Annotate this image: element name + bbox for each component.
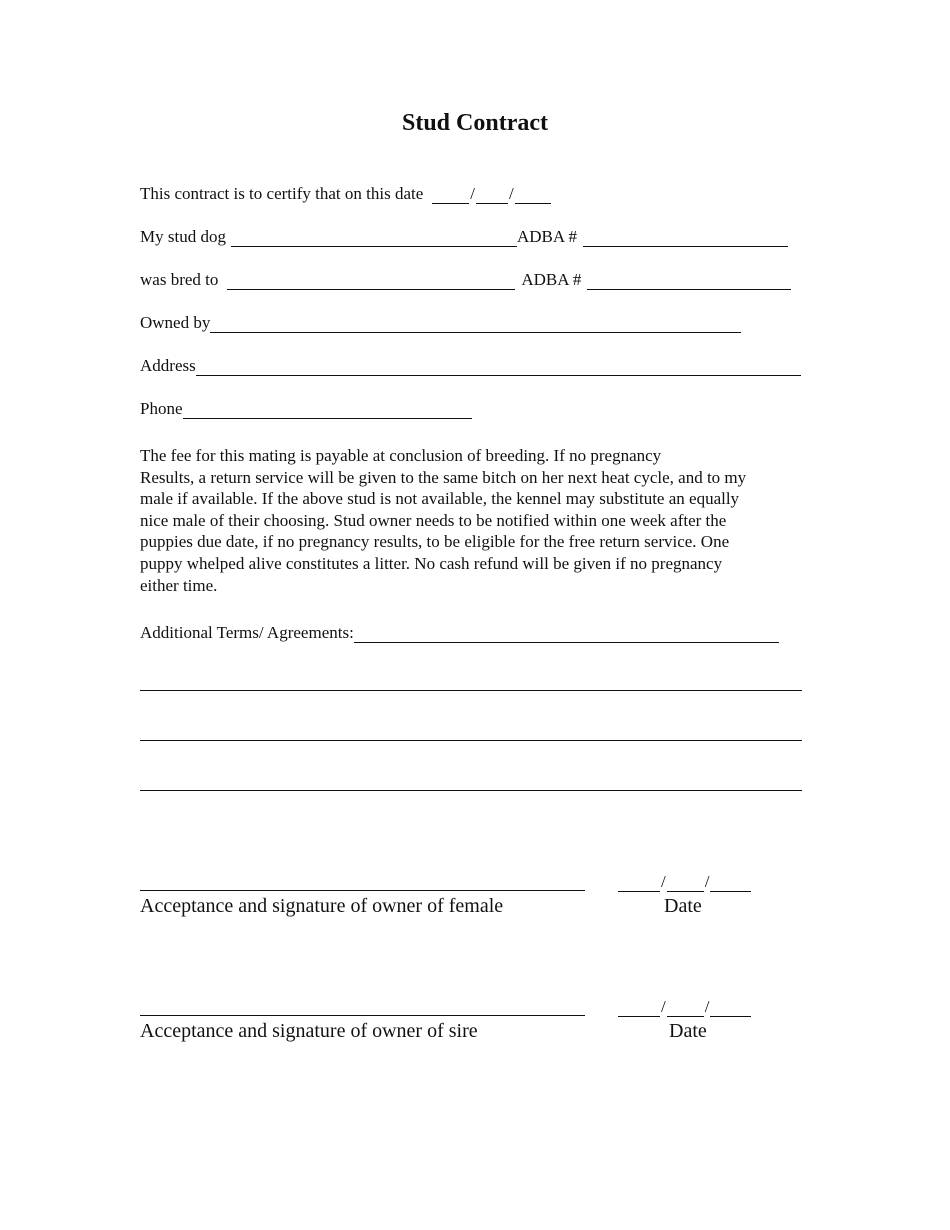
stud-dog-name-field[interactable] <box>231 230 517 247</box>
additional-terms-blank-line-3[interactable] <box>140 790 802 791</box>
female-date-caption: Date <box>664 895 702 917</box>
sire-signature-caption: Acceptance and signature of owner of sire <box>140 1020 478 1042</box>
stud-dog-label: My stud dog <box>140 227 226 246</box>
document-title: Stud Contract <box>401 110 548 136</box>
phone-field[interactable] <box>183 402 472 419</box>
sire-date-year-field[interactable] <box>710 1000 751 1017</box>
bred-to-label: was bred to <box>140 270 219 289</box>
female-owner-signature-line[interactable] <box>140 890 585 891</box>
additional-terms-field[interactable] <box>354 626 779 643</box>
stud-dog-line <box>140 227 788 247</box>
female-date-year-field[interactable] <box>710 875 751 892</box>
address-field[interactable] <box>196 359 801 376</box>
address-line <box>140 356 801 376</box>
sire-date-day-field[interactable] <box>667 1000 704 1017</box>
sire-date-caption: Date <box>669 1020 707 1042</box>
terms-line: Results, a return service will be given to the same bitch on her next heat cycle, and to my <box>140 467 747 487</box>
sire-owner-signature-line[interactable] <box>140 1015 585 1016</box>
owned-by-field[interactable] <box>210 316 741 333</box>
certify-label: This contract is to certify that on this date <box>140 184 424 203</box>
certify-year-field[interactable] <box>515 187 551 204</box>
additional-terms-blank-line-2[interactable] <box>140 740 802 741</box>
address-label: Address <box>140 356 196 375</box>
phone-label: Phone <box>140 399 183 418</box>
sire-signature-date-line <box>618 997 751 1017</box>
terms-line: either time. <box>140 575 218 595</box>
bred-to-name-field[interactable] <box>227 273 515 290</box>
date-separator: / <box>704 997 710 1016</box>
terms-paragraph <box>140 445 820 596</box>
certify-day-field[interactable] <box>476 187 508 204</box>
certify-date-line <box>140 184 551 204</box>
terms-line: puppy whelped alive constitutes a litter. No cash refund will be given if no pregnancy <box>140 553 723 573</box>
owned-by-label: Owned by <box>140 313 211 332</box>
terms-line: The fee for this mating is payable at conclusion of breeding. If no pregnancy <box>140 446 662 465</box>
owned-by-line <box>140 313 741 333</box>
date-separator: / <box>509 184 514 203</box>
date-separator: / <box>661 997 666 1016</box>
date-separator: / <box>704 872 710 891</box>
bred-to-line <box>140 270 791 290</box>
sire-date-month-field[interactable] <box>618 1000 660 1017</box>
date-separator: / <box>661 872 666 891</box>
additional-terms-blank-line-1[interactable] <box>140 690 802 691</box>
bred-to-adba-label: ADBA # <box>521 270 582 289</box>
additional-terms-label: Additional Terms/ Agreements: <box>140 623 354 642</box>
female-date-day-field[interactable] <box>667 875 704 892</box>
date-separator: / <box>470 184 475 203</box>
female-date-month-field[interactable] <box>618 875 660 892</box>
terms-line: male if available. If the above stud is not available, the kennel may substitute an equally <box>140 489 740 509</box>
terms-line: puppies due date, if no pregnancy results, to be eligible for the free return service. One <box>140 532 730 552</box>
additional-terms-line <box>140 623 779 643</box>
terms-line: nice male of their choosing. Stud owner needs to be notified within one week after the <box>140 510 727 530</box>
stud-dog-adba-label: ADBA # <box>516 227 577 246</box>
phone-line <box>140 399 472 419</box>
bred-to-adba-field[interactable] <box>587 273 791 290</box>
female-signature-date-line <box>618 872 751 892</box>
certify-month-field[interactable] <box>432 187 469 204</box>
stud-dog-adba-field[interactable] <box>583 230 788 247</box>
female-signature-caption: Acceptance and signature of owner of female <box>140 895 504 917</box>
